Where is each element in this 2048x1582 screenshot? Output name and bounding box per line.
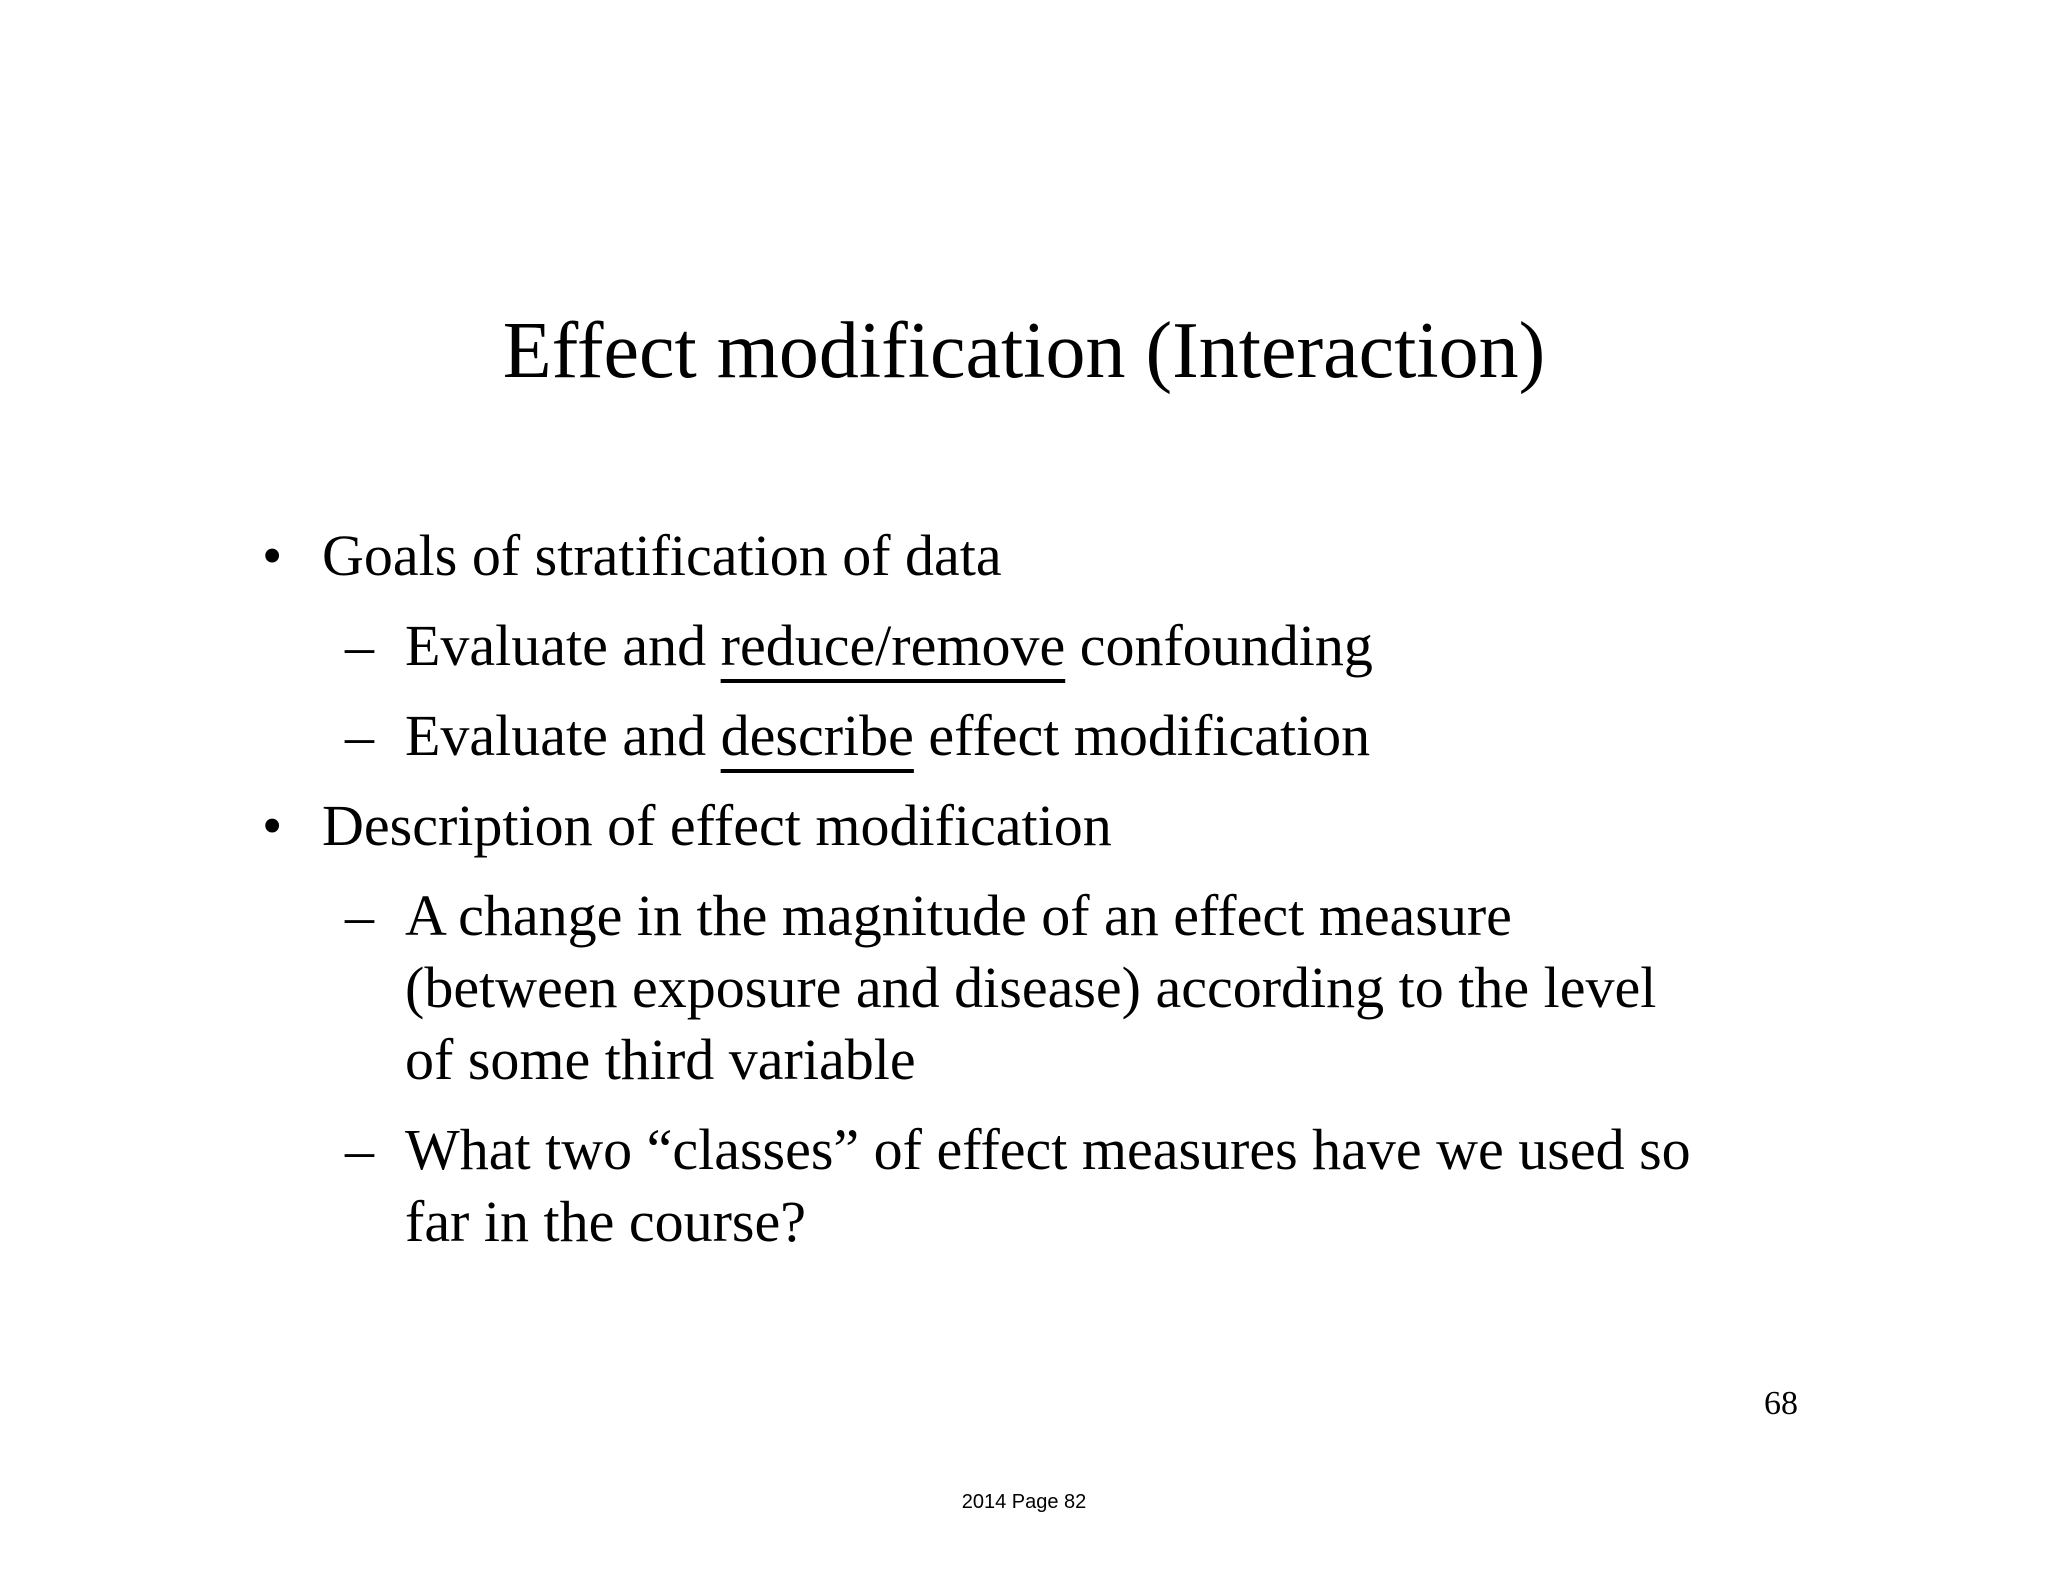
bullet-marker: • <box>262 523 283 588</box>
sub-bullet-reduce-confounding <box>405 610 1373 682</box>
underlined-term-describe: describe <box>720 703 914 768</box>
dash-marker: – <box>345 703 374 768</box>
sub-bullet-line: A change in the magnitude of an effect measure <box>405 883 1512 948</box>
sub-bullet-line: What two “classes” of effect measures have we used so <box>405 1117 1691 1182</box>
sub-bullet-line: (between exposure and disease) according to the level <box>405 955 1657 1020</box>
dash-marker: – <box>345 1117 374 1182</box>
bullet-goals-of-stratification: Goals of stratification of data <box>322 523 1002 588</box>
dash-marker: – <box>345 883 374 948</box>
bullet-marker: • <box>262 793 283 858</box>
sub-bullet-line: far in the course? <box>405 1189 806 1254</box>
slide-number: 68 <box>1764 1385 1798 1422</box>
sub-bullet-text: Evaluate and <box>405 613 721 678</box>
bullet-description-of-effect-modification: Description of effect modification <box>322 793 1112 858</box>
sub-bullet-describe-effect-modification <box>405 700 1370 772</box>
dash-marker: – <box>345 613 374 678</box>
sub-bullet-line: of some third variable <box>405 1027 916 1092</box>
page-footer: 2014 Page 82 <box>961 1491 1087 1513</box>
sub-bullet-text: Evaluate and <box>405 703 721 768</box>
underlined-term-reduce-remove: reduce/remove <box>720 613 1066 678</box>
sub-bullet-text: confounding <box>1065 613 1373 678</box>
sub-bullet-text: effect modification <box>913 703 1371 768</box>
slide-title: Effect modification (Interaction) <box>502 307 1546 395</box>
